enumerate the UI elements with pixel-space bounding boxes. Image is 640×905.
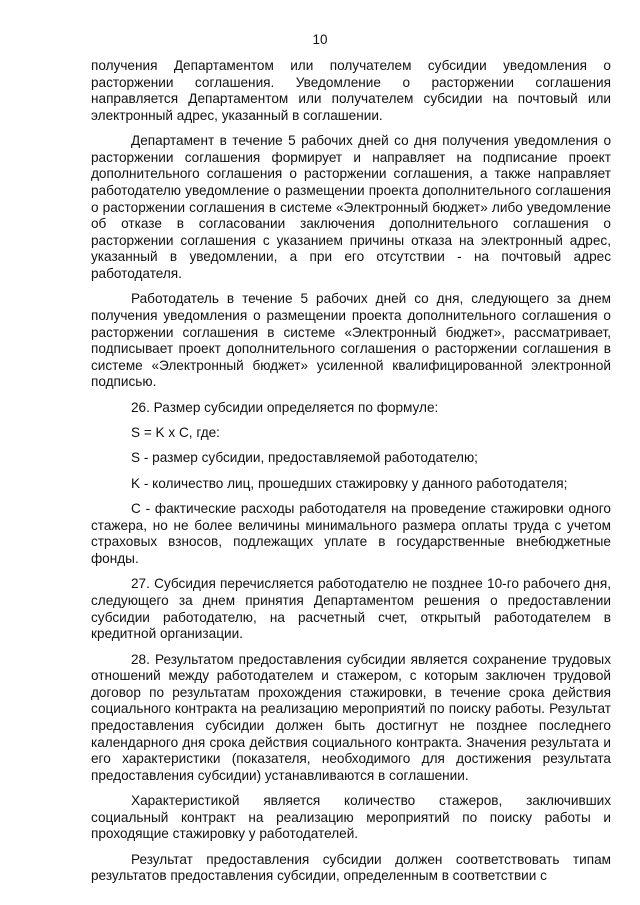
formula-definition-k: K - количество лиц, прошедших стажировку у данного работодателя; (131, 475, 568, 491)
paragraph-result-types: Результат предоставления субсидии должен соответствовать типам результатов предоставления субсидии, определенным в соответствии с (91, 851, 611, 884)
document-body (91, 58, 611, 894)
page-number: 10 (312, 32, 328, 47)
paragraph-continuation: получения Департаментом или получателем субсидии уведомления о расторжении соглашения. Уведомление о расторжении соглашения направляется Департаментом или получателем субсидии на почтовый или электронный адрес, указанный в соглашении. (91, 58, 611, 123)
formula-definition-c: C - фактические расходы работодателя на проведение стажировки одного стажера, но не более величины минимального размера оплаты труда с учетом страховых взносов, подлежащих уплате в государственные внебюджетные фонды. (91, 501, 611, 567)
paragraph-characteristic: Характеристикой является количество стажеров, заключивших социальный контракт на реализацию мероприятий по поиску работы и проходящие стажировку у работодателей. (91, 793, 611, 842)
paragraph-department-procedure: Департамент в течение 5 рабочих дней со дня получения уведомления о расторжении соглашения формирует и направляет на подписание проект дополнительного соглашения о расторжении соглашения, а также направляет работодателю уведомление о размещении проекта дополнительного соглашения о расторжении соглашения в системе «Электронный бюджет» либо уведомление об отказе в согласовании заключения дополнительного соглашения о расторжении соглашения с указанием причины отказа на электронный адрес, указанный в уведомлении, а при его отсутствии - на почтовый адрес работодателя. (91, 133, 611, 281)
formula-definition-s: S - размер субсидии, предоставляемой работодателю; (131, 450, 478, 466)
paragraph-item-28: 28. Результатом предоставления субсидии является сохранение трудовых отношений между работодателем и стажером, с которым заключен трудовой договор по результатам прохождения стажировки, в течение срока действия социального контракта на реализацию мероприятий по поиску работы. Результат предоставления субсидии должен быть достигнут не позднее последнего календарного дня срока действия социального контракта. Значения результата и его характеристики (показателя, необходимого для достижения результата предоставления субсидии) устанавливаются в соглашении. (91, 651, 611, 783)
formula-line: S = K x C, где: (131, 425, 220, 441)
paragraph-item-27: 27. Субсидия перечисляется работодателю не позднее 10-го рабочего дня, следующего за днем принятия Департаментом решения о предоставлении субсидии работодателю, на расчетный счет, открытый работодателем в кредитной организации. (91, 576, 611, 642)
paragraph-item-26: 26. Размер субсидии определяется по формуле: (131, 399, 439, 415)
paragraph-employer-signing: Работодатель в течение 5 рабочих дней со дня, следующего за днем получения уведомления о размещении проекта дополнительного соглашения о расторжении соглашения в системе «Электронный бюджет», рассматривает, подписывает проект дополнительного соглашения о расторжении соглашения в системе «Электронный бюджет» усиленной квалифицированной электронной подписью. (91, 291, 611, 390)
